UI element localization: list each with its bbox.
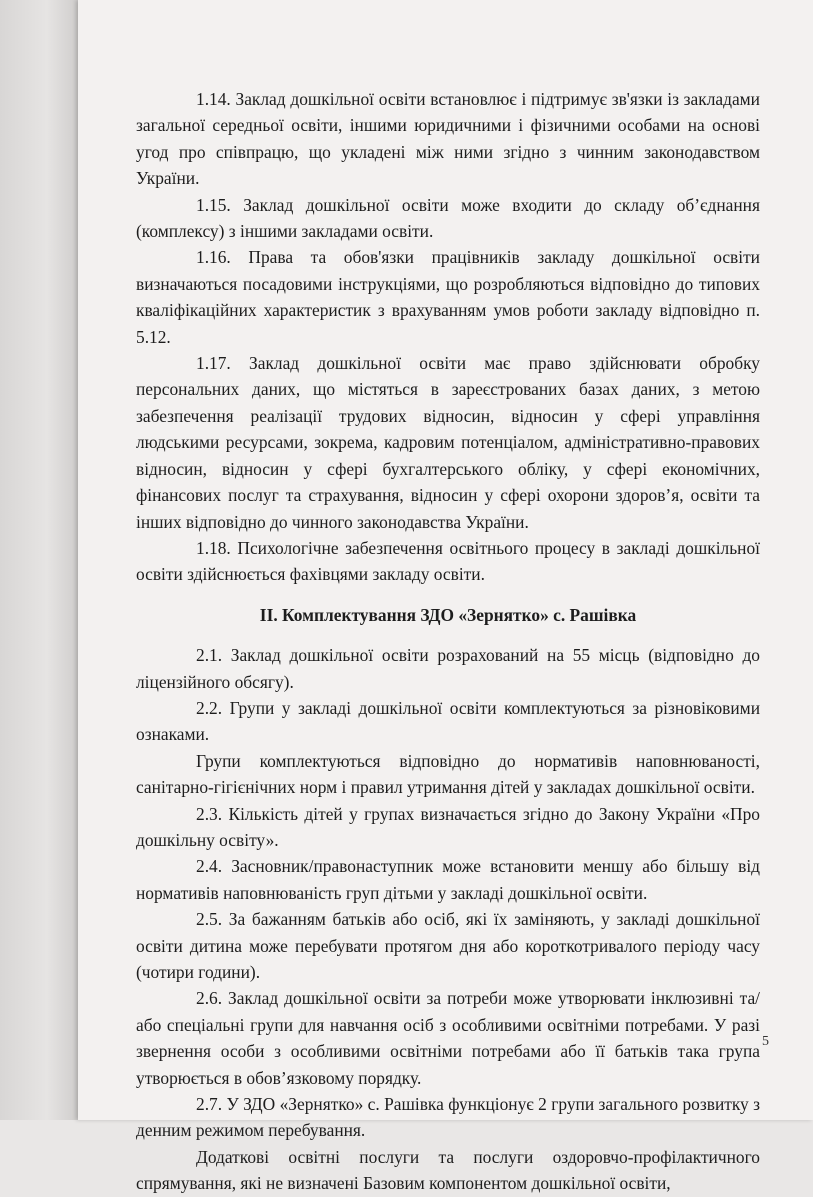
paragraph-2-7: 2.7. У ЗДО «Зернятко» с. Рашівка функціонує 2 групи загального розвитку з денним режимом перебування. bbox=[136, 1094, 760, 1141]
paragraph-1-16: 1.16. Права та обов'язки працівників закладу дошкільної освіти визначаються посадовими інструкціями, що розробляються відповідно до типових кваліфікаційних характеристик з врахуванням умов роботи закладу відповідно п. 5.12. bbox=[136, 247, 760, 347]
document-body bbox=[136, 86, 760, 1197]
page-edge-shadow bbox=[0, 0, 78, 1120]
paragraph-2-5: 2.5. За бажанням батьків або осіб, які їх заміняють, у закладі дошкільної освіти дитина може перебувати протягом дня або короткотривалого періоду часу (чотири години). bbox=[136, 909, 760, 982]
paragraph-2-4: 2.4. Засновник/правонаступник може встановити меншу або більшу від нормативів наповнюваність груп дітьми у закладі дошкільної освіти. bbox=[136, 856, 760, 903]
paragraph-1-17: 1.17. Заклад дошкільної освіти має право здійснювати обробку персональних даних, що містяться в зареєстрованих базах даних, з метою забезпечення реалізації трудових відносин, відносин у сфері управління людськими ресурсами, зокрема, кадровим потенціалом, адміністративно-правових відносин, відносин у сфері бухгалтерського обліку, у сфері економічних, фінансових послуг та страхування, відносин у сфері охорони здоров’я, освіти та інших відповідно до чинного законодавства України. bbox=[136, 353, 760, 532]
section-heading: ІІ. Комплектування ЗДО «Зернятко» с. Рашівка bbox=[259, 604, 637, 625]
paragraph-2-3: 2.3. Кількість дітей у групах визначається згідно до Закону України «Про дошкільну освіту». bbox=[136, 803, 760, 850]
paragraph-1-14: 1.14. Заклад дошкільної освіти встановлює і підтримує зв'язки із закладами загальної середньої освіти, іншими юридичними і фізичними особами на основі угод про співпрацю, що укладені між ними згідно з чинним законодавством України. bbox=[136, 89, 760, 189]
paragraph-2-2: 2.2. Групи у закладі дошкільної освіти комплектуються за різновіковими ознаками. bbox=[136, 697, 760, 745]
paragraph-2-1: 2.1. Заклад дошкільної освіти розрахований на 55 місць (відповідно до ліцензійного обсягу). bbox=[136, 645, 760, 692]
page-number: 5 bbox=[762, 1034, 769, 1049]
paragraph-1-15: 1.15. Заклад дошкільної освіти може входити до складу об’єднання (комплексу) з іншими закладами освіти. bbox=[136, 194, 760, 242]
paragraph-additional-services: Додаткові освітні послуги та послуги оздоровчо-профілактичного спрямування, які не визначені Базовим компонентом дошкільної освіти, bbox=[136, 1146, 760, 1194]
paragraph-2-6: 2.6. Заклад дошкільної освіти за потреби може утворювати інклюзивні та/або спеціальні групи для навчання осіб з особливими освітніми потребами. У разі звернення особи з особливими освітніми потребами або її батьків така група утворюється в обов’язковому порядку. bbox=[136, 988, 760, 1088]
paragraph-1-18: 1.18. Психологічне забезпечення освітнього процесу в закладі дошкільної освіти здійснюється фахівцями закладу освіти. bbox=[136, 537, 760, 585]
paragraph-2-2-groups: Групи комплектуються відповідно до нормативів наповнюваності, санітарно-гігієнічних норм і правил утримання дітей у закладах дошкільної освіти. bbox=[136, 750, 760, 798]
